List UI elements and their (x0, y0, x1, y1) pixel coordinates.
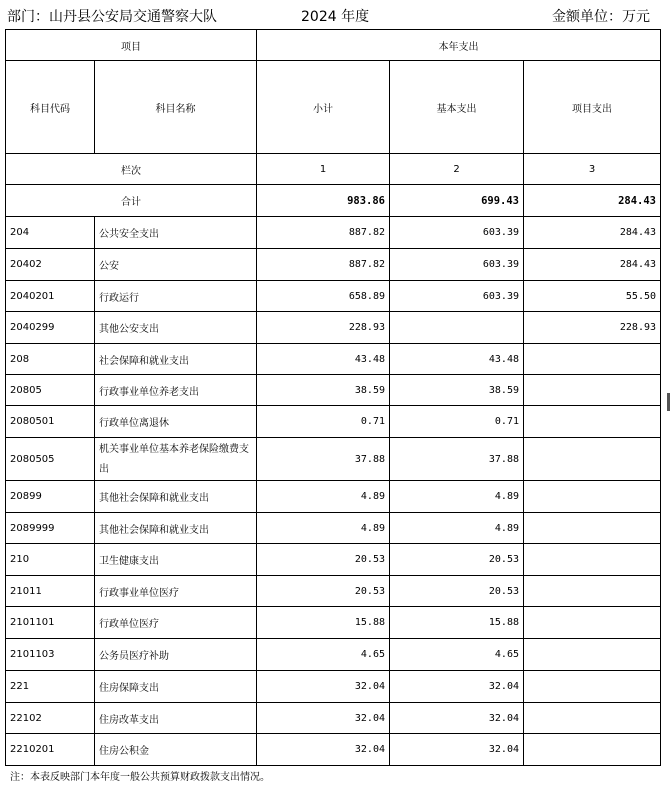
row-code: 21011 (6, 576, 95, 607)
row-name: 行政事业单位医疗 (95, 576, 257, 607)
row-basic: 4.89 (390, 513, 524, 544)
row-subtotal: 887.82 (257, 217, 390, 249)
row-subtotal: 887.82 (257, 249, 390, 281)
group-header-row (6, 30, 661, 61)
row-name: 行政单位医疗 (95, 607, 257, 639)
row-code: 2089999 (6, 513, 95, 544)
row-code: 20805 (6, 375, 95, 406)
row-project (524, 576, 661, 607)
row-subtotal: 32.04 (257, 734, 390, 766)
row-project: 55.50 (524, 281, 661, 312)
total-subtotal: 983.86 (257, 185, 390, 217)
row-name: 社会保障和就业支出 (95, 344, 257, 375)
row-basic: 37.88 (390, 438, 524, 481)
row-code: 2040299 (6, 312, 95, 344)
group-spending-header: 本年支出 (257, 30, 661, 61)
table-row (6, 312, 661, 344)
group-item-header: 项目 (6, 30, 257, 61)
index-1: 1 (257, 154, 390, 185)
row-subtotal: 20.53 (257, 576, 390, 607)
table-row (6, 249, 661, 281)
row-subtotal: 4.89 (257, 513, 390, 544)
year-label: 2024 年度 (301, 9, 370, 25)
row-basic (390, 312, 524, 344)
row-project (524, 607, 661, 639)
row-basic: 32.04 (390, 703, 524, 734)
index-3: 3 (524, 154, 661, 185)
total-basic: 699.43 (390, 185, 524, 217)
row-project: 284.43 (524, 249, 661, 281)
row-subtotal: 228.93 (257, 312, 390, 344)
row-basic: 603.39 (390, 217, 524, 249)
row-project (524, 544, 661, 576)
total-label: 合计 (6, 185, 257, 217)
table-row (6, 375, 661, 406)
row-name: 公安 (95, 249, 257, 281)
row-project (524, 406, 661, 438)
row-project (524, 344, 661, 375)
unit-label: 金额单位：万元 (552, 9, 650, 25)
row-basic: 20.53 (390, 544, 524, 576)
table-row (6, 344, 661, 375)
row-basic: 38.59 (390, 375, 524, 406)
row-basic: 32.04 (390, 671, 524, 703)
row-basic: 0.71 (390, 406, 524, 438)
row-name: 行政单位离退休 (95, 406, 257, 438)
row-subtotal: 38.59 (257, 375, 390, 406)
table-row (6, 671, 661, 703)
row-project (524, 438, 661, 481)
row-project (524, 375, 661, 406)
total-project: 284.43 (524, 185, 661, 217)
table-row (6, 607, 661, 639)
table-row (6, 438, 661, 481)
row-subtotal: 32.04 (257, 703, 390, 734)
row-name: 公共安全支出 (95, 217, 257, 249)
index-2: 2 (390, 154, 524, 185)
col-project-header: 项目支出 (524, 61, 661, 154)
row-subtotal: 658.89 (257, 281, 390, 312)
row-name: 住房改革支出 (95, 703, 257, 734)
row-code: 210 (6, 544, 95, 576)
column-header-row (6, 61, 661, 154)
row-project (524, 734, 661, 766)
row-subtotal: 0.71 (257, 406, 390, 438)
row-name: 其他社会保障和就业支出 (95, 481, 257, 513)
row-name: 行政运行 (95, 281, 257, 312)
total-row (6, 185, 661, 217)
col-name-header: 科目名称 (95, 61, 257, 154)
row-subtotal: 37.88 (257, 438, 390, 481)
index-label: 栏次 (6, 154, 257, 185)
footnote: 注：本表反映部门本年度一般公共预算财政拨款支出情况。 (10, 772, 270, 783)
col-code-header: 科目代码 (6, 61, 95, 154)
department-label: 部门：山丹县公安局交通警察大队 (7, 9, 217, 25)
row-code: 2080505 (6, 438, 95, 481)
row-project (524, 703, 661, 734)
row-subtotal: 15.88 (257, 607, 390, 639)
table-row (6, 703, 661, 734)
row-subtotal: 43.48 (257, 344, 390, 375)
index-row (6, 154, 661, 185)
row-project: 284.43 (524, 217, 661, 249)
table-row (6, 406, 661, 438)
row-basic: 32.04 (390, 734, 524, 766)
row-basic: 603.39 (390, 281, 524, 312)
row-name: 机关事业单位基本养老保险缴费支出 (95, 438, 257, 481)
row-code: 2210201 (6, 734, 95, 766)
row-basic: 43.48 (390, 344, 524, 375)
expenditure-table (5, 29, 661, 766)
row-basic: 603.39 (390, 249, 524, 281)
row-basic: 20.53 (390, 576, 524, 607)
row-name: 公务员医疗补助 (95, 639, 257, 671)
row-code: 2101101 (6, 607, 95, 639)
row-basic: 4.65 (390, 639, 524, 671)
row-name: 其他公安支出 (95, 312, 257, 344)
row-subtotal: 20.53 (257, 544, 390, 576)
row-code: 2080501 (6, 406, 95, 438)
table-row (6, 281, 661, 312)
row-basic: 4.89 (390, 481, 524, 513)
row-name: 住房公积金 (95, 734, 257, 766)
row-project (524, 513, 661, 544)
row-code: 204 (6, 217, 95, 249)
row-basic: 15.88 (390, 607, 524, 639)
row-code: 20899 (6, 481, 95, 513)
row-subtotal: 4.89 (257, 481, 390, 513)
row-code: 221 (6, 671, 95, 703)
col-subtotal-header: 小计 (257, 61, 390, 154)
row-name: 住房保障支出 (95, 671, 257, 703)
table-row (6, 639, 661, 671)
row-subtotal: 32.04 (257, 671, 390, 703)
row-subtotal: 4.65 (257, 639, 390, 671)
row-code: 208 (6, 344, 95, 375)
row-code: 2040201 (6, 281, 95, 312)
report-header (5, 3, 660, 27)
row-project (524, 671, 661, 703)
row-project (524, 639, 661, 671)
row-code: 22102 (6, 703, 95, 734)
row-name: 行政事业单位养老支出 (95, 375, 257, 406)
table-row (6, 576, 661, 607)
table-row (6, 513, 661, 544)
table-row (6, 481, 661, 513)
table-row (6, 217, 661, 249)
row-project (524, 481, 661, 513)
row-code: 20402 (6, 249, 95, 281)
row-code: 2101103 (6, 639, 95, 671)
col-basic-header: 基本支出 (390, 61, 524, 154)
row-project: 228.93 (524, 312, 661, 344)
row-name: 其他社会保障和就业支出 (95, 513, 257, 544)
row-name: 卫生健康支出 (95, 544, 257, 576)
table-row (6, 544, 661, 576)
table-row (6, 734, 661, 766)
